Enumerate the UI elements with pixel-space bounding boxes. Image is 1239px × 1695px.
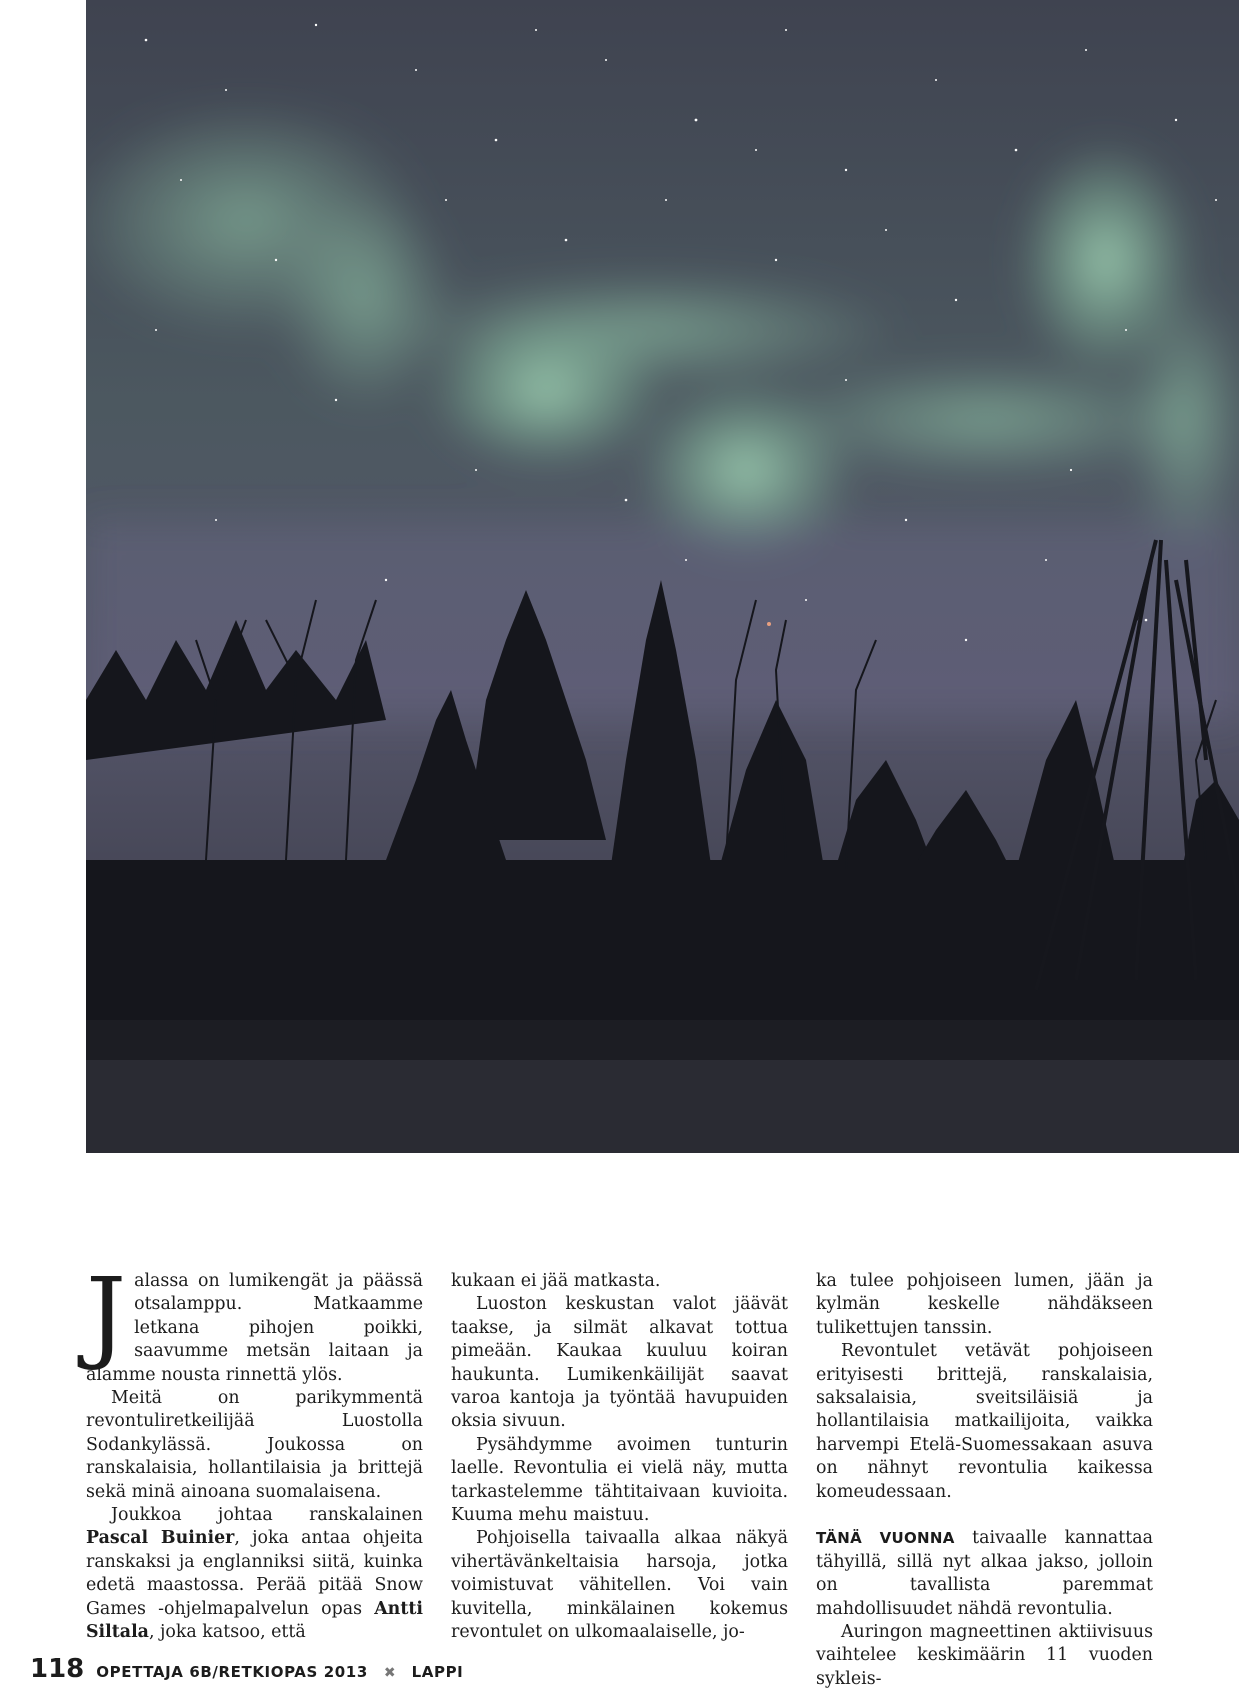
page-number: 118 bbox=[30, 1654, 85, 1684]
red-star bbox=[767, 622, 771, 626]
paragraph-1 bbox=[86, 1256, 423, 1387]
paragraph-10-text: taivaalle kannattaa tähyillä, sillä nyt alkaa jakso, jolloin on tavallista paremmat mahdollisuudet nähdä revontulia. bbox=[816, 1528, 1154, 1619]
section-name: LAPPI bbox=[411, 1663, 464, 1681]
paragraph-5: Luoston keskustan valot jäävät taakse, ja silmät alkavat tottua pimeään. Kaukaa kuuluu koiran haukunta. Lumikenkäilijät saavat varoa kantoja ja työntää havupuiden oksia sivuun. bbox=[451, 1294, 788, 1432]
paragraph-3-text-e: , joka katsoo, että bbox=[148, 1622, 306, 1643]
paragraph-8: ka tulee pohjoiseen lumen, jään ja kylmän keskelle nähdäkseen tulikettujen tanssin. bbox=[816, 1271, 1153, 1338]
paragraph-6: Pysähdymme avoimen tunturin laelle. Revontulia ei vielä näy, mutta tarkastelemme tähtitaivaan kuvioita. Kuuma mehu maistuu. bbox=[451, 1434, 788, 1526]
magazine-title: OPETTAJA 6B/RETKIOPAS 2013 bbox=[96, 1663, 368, 1681]
paragraph-1-text: alassa on lumikengät ja päässä otsalamppu. Matkaamme letkana pihojen poikki, saavumme metsän laitaan ja alamme nousta rinnettä ylös. bbox=[86, 1271, 423, 1385]
dropcap: J bbox=[86, 1256, 127, 1373]
column-2 bbox=[451, 1270, 788, 1645]
column-3 bbox=[816, 1270, 1153, 1691]
page-footer bbox=[30, 1654, 463, 1684]
person-name-antti: Antti Siltala bbox=[86, 1598, 423, 1643]
paragraph-11: Auringon magneettinen aktiivisuus vaihtelee keskimäärin 11 vuoden sykleis- bbox=[816, 1622, 1153, 1689]
column-1 bbox=[86, 1256, 423, 1645]
paragraph-4: kukaan ei jää matkasta. bbox=[451, 1271, 661, 1291]
paragraph-3 bbox=[86, 1504, 423, 1644]
paragraph-10 bbox=[816, 1527, 1153, 1621]
paragraph-7: Pohjoisella taivaalla alkaa näkyä vihertävänkeltaisia harsoja, jotka voimistuvat vähitellen. Voi vain kuvitella, minkälainen kokemus revontulet on ulkomaalaiselle, jo- bbox=[451, 1528, 788, 1643]
aurora-photo-illustration bbox=[86, 0, 1239, 1153]
snow-ground bbox=[86, 1060, 1239, 1153]
person-name-pascal: Pascal Buinier bbox=[86, 1528, 235, 1549]
section-lead: TÄNÄ VUONNA bbox=[816, 1529, 955, 1548]
paragraph-3-text-a: Joukkoa johtaa ranskalainen bbox=[111, 1505, 423, 1526]
paragraph-9: Revontulet vetävät pohjoiseen erityisesti brittejä, ranskalaisia, saksalaisia, sveitsiläisiä ja hollantilaisia matkailijoita, vaikka harvempi Etelä-Suomessakaan asuva on nähnyt revontulia kaikessa komeudessaan. bbox=[816, 1341, 1153, 1502]
paragraph-2: Meitä on parikymmentä revontuliretkeilijää Luostolla Sodankylässä. Joukossa on ranskalaisia, hollantilaisia ja brittejä sekä minä ainoana suomalaisena. bbox=[86, 1388, 423, 1502]
separator-icon: ✖ bbox=[383, 1665, 396, 1681]
paragraph-3-text-c: , joka antaa ohjeita ranskaksi ja englanniksi siitä, kuinka edetä maastossa. Perää pitää Snow Games -ohjelmapalvelun opas bbox=[86, 1528, 423, 1619]
aurora-photo bbox=[86, 0, 1239, 1153]
